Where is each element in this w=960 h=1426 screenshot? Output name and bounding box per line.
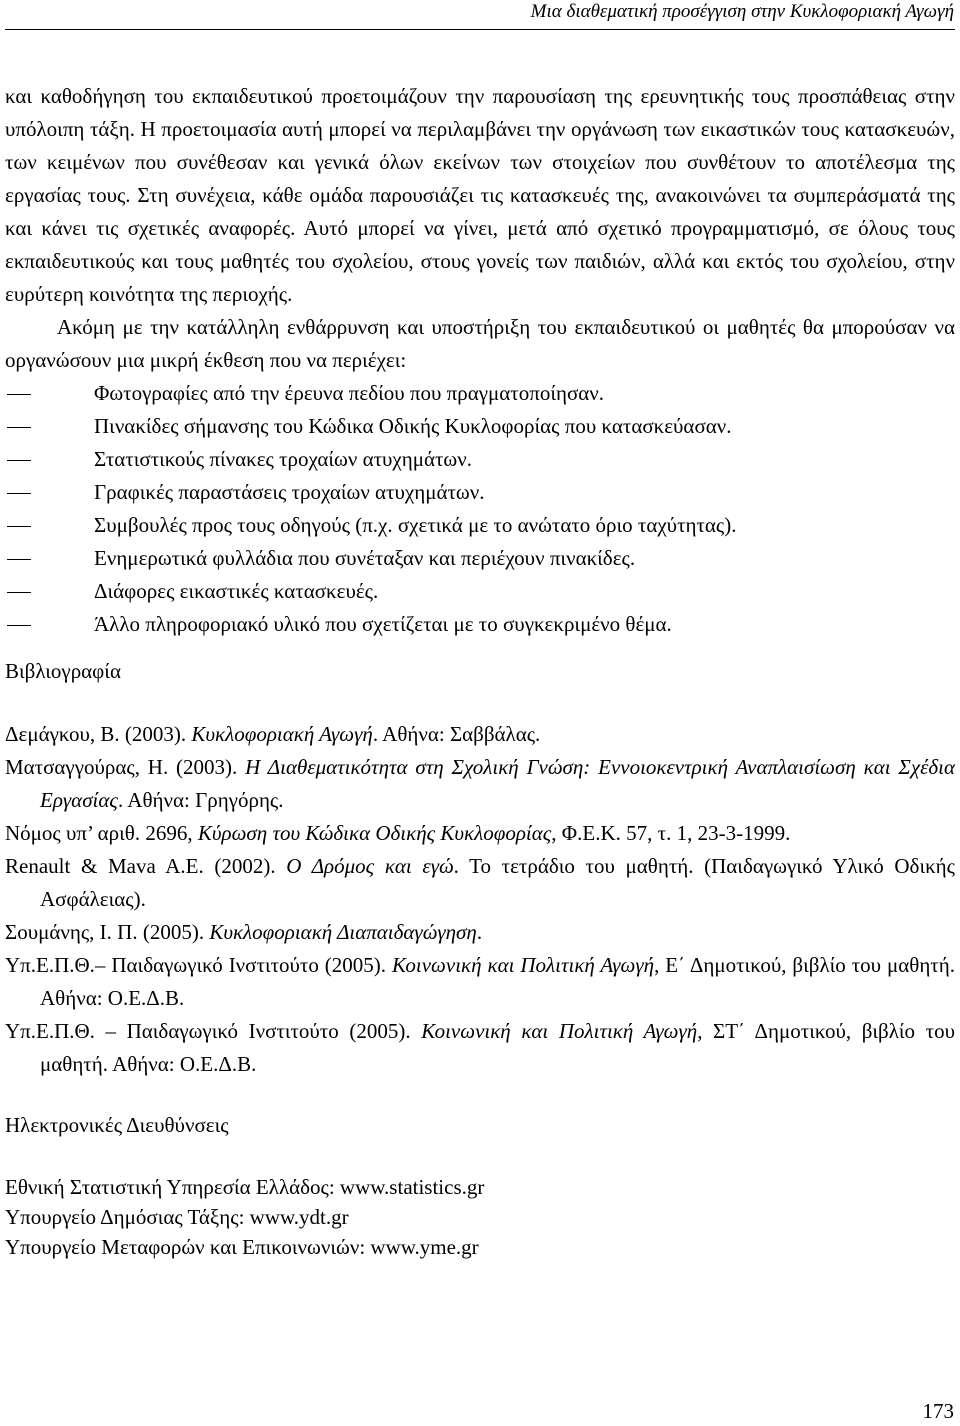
reference-title: Ο Δρόμος και εγώ bbox=[286, 854, 454, 878]
list-item-text: Φωτογραφίες από την έρευνα πεδίου που πραγματοποίησαν. bbox=[94, 381, 605, 405]
list-item bbox=[5, 542, 955, 575]
reference-authors: Ματσαγγούρας, Η. (2003). bbox=[5, 755, 246, 779]
list-item bbox=[5, 509, 955, 542]
list-item-text: Πινακίδες σήμανσης του Κώδικα Οδικής Κυκλοφορίας που κατασκεύασαν. bbox=[94, 414, 732, 438]
list-item bbox=[5, 443, 955, 476]
page-number: 173 bbox=[922, 1399, 954, 1423]
reference-item bbox=[5, 850, 955, 916]
reference-list bbox=[5, 718, 955, 1081]
header-rule bbox=[5, 29, 955, 30]
list-item bbox=[5, 476, 955, 509]
reference-item bbox=[5, 1015, 955, 1081]
reference-authors: Υπ.Ε.Π.Θ.– Παιδαγωγικό Ινστιτούτο (2005). bbox=[5, 953, 392, 977]
list-item-text: Γραφικές παραστάσεις τροχαίων ατυχημάτων. bbox=[94, 480, 485, 504]
running-header-title: Μια διαθεματική προσέγγιση στην Κυκλοφοριακή Αγωγή bbox=[530, 1, 954, 22]
reference-authors: Renault & Mava A.E. (2002). bbox=[5, 854, 287, 878]
page-content bbox=[5, 80, 955, 1262]
reference-title: Κυκλοφοριακή Διαπαιδαγώγηση bbox=[209, 920, 477, 944]
reference-authors: Δεμάγκου, Β. (2003). bbox=[5, 722, 192, 746]
reference-publisher: . Αθήνα: Γρηγόρης. bbox=[117, 788, 284, 812]
reference-item bbox=[5, 949, 955, 1015]
list-item-text: Ενημερωτικά φυλλάδια που συνέταξαν και περιέχουν πινακίδες. bbox=[94, 546, 636, 570]
reference-item bbox=[5, 718, 955, 751]
reference-title: Η Διαθεματικότητα στη Σχολική Γνώση: Εννοιοκεντρική Αναπλαισίωση και Σχέδια Εργασίας bbox=[40, 755, 956, 812]
reference-publisher: , Φ.Ε.Κ. 57, τ. 1, 23-3-1999. bbox=[551, 821, 791, 845]
web-link-item: Υπουργείο Δημόσιας Τάξης: www.ydt.gr bbox=[5, 1205, 349, 1229]
web-link-item: Υπουργείο Μεταφορών και Επικοινωνιών: www.yme.gr bbox=[5, 1235, 479, 1259]
reference-publisher: . Το τετράδιο του μαθητή. (Παιδαγωγικό Υλικό Οδικής Ασφάλειας). bbox=[40, 854, 955, 911]
web-link-item: Εθνική Στατιστική Υπηρεσία Ελλάδος: www.statistics.gr bbox=[5, 1175, 485, 1199]
reference-item bbox=[5, 751, 955, 817]
reference-publisher: , ΣΤ΄ Δημοτικού, βιβλίο του μαθητή. Αθήνα: Ο.Ε.Δ.Β. bbox=[40, 1019, 955, 1076]
reference-publisher: . Αθήνα: Σαββάλας. bbox=[372, 722, 541, 746]
bibliography-heading: Βιβλιογραφία bbox=[5, 659, 121, 683]
list-item-text: Στατιστικούς πίνακες τροχαίων ατυχημάτων. bbox=[94, 447, 472, 471]
list-item bbox=[5, 377, 955, 410]
list-item bbox=[5, 608, 955, 641]
reference-item bbox=[5, 817, 955, 850]
reference-title: Κοινωνική και Πολιτική Αγωγή bbox=[421, 1019, 698, 1043]
body-paragraph-2: Ακόμη με την κατάλληλη ενθάρρυνση και υποστήριξη του εκπαιδευτικού οι μαθητές θα μπορούσαν να οργανώσουν μια μικρή έκθεση που να περιέχει: bbox=[5, 315, 955, 372]
list-item bbox=[5, 575, 955, 608]
list-item bbox=[5, 410, 955, 443]
reference-item bbox=[5, 916, 955, 949]
reference-publisher: . bbox=[476, 920, 483, 944]
list-item-text: Διάφορες εικαστικές κατασκευές. bbox=[94, 579, 379, 603]
reference-title: Κύρωση του Κώδικα Οδικής Κυκλοφορίας bbox=[197, 821, 552, 845]
reference-authors: Υπ.Ε.Π.Θ. – Παιδαγωγικό Ινστιτούτο (2005). bbox=[5, 1019, 422, 1043]
web-links-list bbox=[5, 1172, 955, 1262]
reference-publisher: , Ε΄ Δημοτικού, βιβλίο του μαθητή. Αθήνα: Ο.Ε.Δ.Β. bbox=[40, 953, 955, 1010]
body-paragraph-1: και καθοδήγηση του εκπαιδευτικού προετοιμάζουν την παρουσίαση της ερευνητικής τους προσπάθειας στην υπόλοιπη τάξη. Η προετοιμασία αυτή μπορεί να περιλαμβάνει την οργάνωση των εικαστικών τους κατασκευών, των κειμένων που συνέθεσαν και γενικά όλων εκείνων των στοιχείων που συνθέτουν το αποτέλεσμα της εργασίας τους. Στη συνέχεια, κάθε ομάδα παρουσιάζει τις κατασκευές της, ανακοινώνει τα συμπεράσματά της και κάνει τις σχετικές αναφορές. Αυτό μπορεί να γίνει, μετά από σχετικό προγραμματισμό, σε όλους τους εκπαιδευτικούς και τους μαθητές του σχολείου, στους γονείς των παιδιών, αλλά και εκτός του σχολείου, στην ευρύτερη κοινότητα της περιοχής. bbox=[5, 84, 955, 306]
list-item-text: Συμβουλές προς τους οδηγούς (π.χ. σχετικά με το ανώτατο όριο ταχύτητας). bbox=[94, 513, 737, 537]
list-item-text: Άλλο πληροφοριακό υλικό που σχετίζεται με το συγκεκριμένο θέμα. bbox=[94, 612, 672, 636]
exhibit-list bbox=[5, 377, 955, 641]
reference-title: Κυκλοφοριακή Αγωγή bbox=[191, 722, 373, 746]
reference-authors: Σουμάνης, Ι. Π. (2005). bbox=[5, 920, 210, 944]
reference-authors: Νόμος υπ’ αριθ. 2696, bbox=[5, 821, 198, 845]
web-links-heading: Ηλεκτρονικές Διευθύνσεις bbox=[5, 1113, 229, 1137]
reference-title: Κοινωνική και Πολιτική Αγωγή bbox=[392, 953, 655, 977]
